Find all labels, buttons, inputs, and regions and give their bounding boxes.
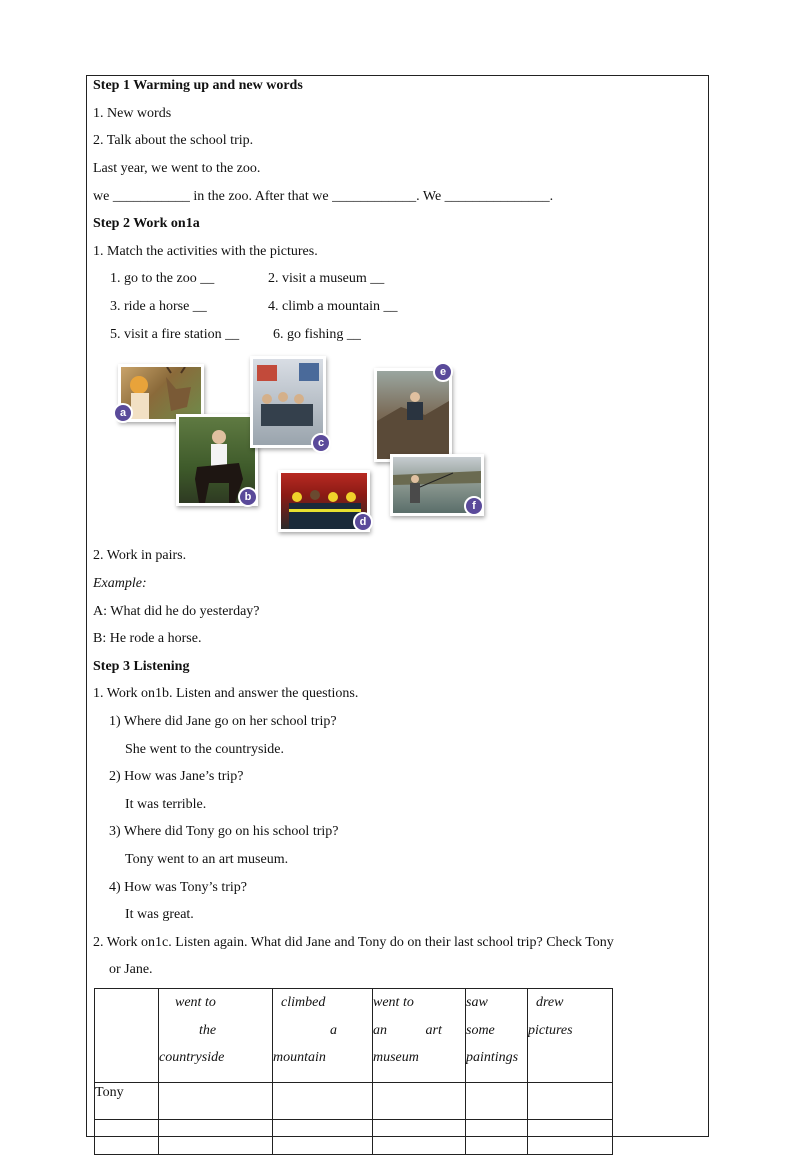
activity-item: 5. visit a fire station __ (110, 327, 240, 342)
check-cell[interactable] (273, 1083, 373, 1120)
question: 2) How was Jane’s trip? (109, 769, 244, 784)
match-instruction: 1. Match the activities with the pictures. (93, 244, 318, 259)
step3-title: Step 3 Listening (93, 659, 190, 674)
dialog-a: A: What did he do yesterday? (93, 604, 260, 619)
step2-title: Step 2 Work on1a (93, 216, 200, 231)
activity-item: 4. climb a mountain __ (268, 299, 398, 314)
check-table (94, 988, 613, 1155)
photo-label-b: b (238, 487, 258, 507)
table-header-cell: went to the countryside (159, 989, 273, 1083)
step1-item-talk: 2. Talk about the school trip. (93, 133, 254, 148)
table-header-row (95, 989, 613, 1083)
step1-example: Last year, we went to the zoo. (93, 161, 261, 176)
step1-fill-blank: we ___________ in the zoo. After that we ____________. We _______________. (93, 189, 554, 204)
table-header-cell: drew pictures (528, 989, 613, 1083)
answer: She went to the countryside. (125, 742, 285, 757)
check-cell[interactable] (528, 1083, 613, 1120)
table-header-cell: went to an art museum (373, 989, 466, 1083)
check-cell[interactable] (373, 1120, 466, 1155)
table-header-cell: saw some paintings (466, 989, 528, 1083)
check-cell[interactable] (159, 1083, 273, 1120)
table-row-label (95, 1120, 159, 1155)
photo-label-a: a (113, 403, 133, 423)
step1-title: Step 1 Warming up and new words (93, 78, 303, 93)
activity-item: 3. ride a horse __ (110, 299, 207, 314)
table-corner-cell (95, 989, 159, 1083)
table-row (95, 1083, 613, 1120)
check-cell[interactable] (466, 1083, 528, 1120)
example-label: Example: (93, 576, 147, 591)
photo-label-c: c (311, 433, 331, 453)
activity-photos (110, 352, 480, 538)
photo-label-d: d (353, 512, 373, 532)
listening-instruction-2-cont: or Jane. (109, 962, 153, 977)
table-row (95, 1120, 613, 1155)
dialog-b: B: He rode a horse. (93, 631, 202, 646)
photo-label-e: e (433, 362, 453, 382)
question: 3) Where did Tony go on his school trip? (109, 824, 339, 839)
check-cell[interactable] (466, 1120, 528, 1155)
check-cell[interactable] (273, 1120, 373, 1155)
check-cell[interactable] (159, 1120, 273, 1155)
activity-item: 1. go to the zoo __ (110, 271, 215, 286)
mountain-photo (374, 368, 452, 462)
listening-instruction-2: 2. Work on1c. Listen again. What did Jane and Tony do on their last school trip? Check Tony (93, 935, 614, 950)
answer: Tony went to an art museum. (125, 852, 289, 867)
answer: It was great. (125, 907, 194, 922)
activity-item: 2. visit a museum __ (268, 271, 385, 286)
table-row-label: Tony (95, 1083, 159, 1120)
photo-label-f: f (464, 496, 484, 516)
answer: It was terrible. (125, 797, 207, 812)
question: 4) How was Tony’s trip? (109, 880, 247, 895)
step1-item-new-words: 1. New words (93, 106, 172, 121)
question: 1) Where did Jane go on her school trip? (109, 714, 337, 729)
check-cell[interactable] (528, 1120, 613, 1155)
listening-instruction-1: 1. Work on1b. Listen and answer the questions. (93, 686, 359, 701)
table-header-cell: climbed a mountain (273, 989, 373, 1083)
activity-item: 6. go fishing __ (273, 327, 361, 342)
pairs-instruction: 2. Work in pairs. (93, 548, 187, 563)
check-cell[interactable] (373, 1083, 466, 1120)
